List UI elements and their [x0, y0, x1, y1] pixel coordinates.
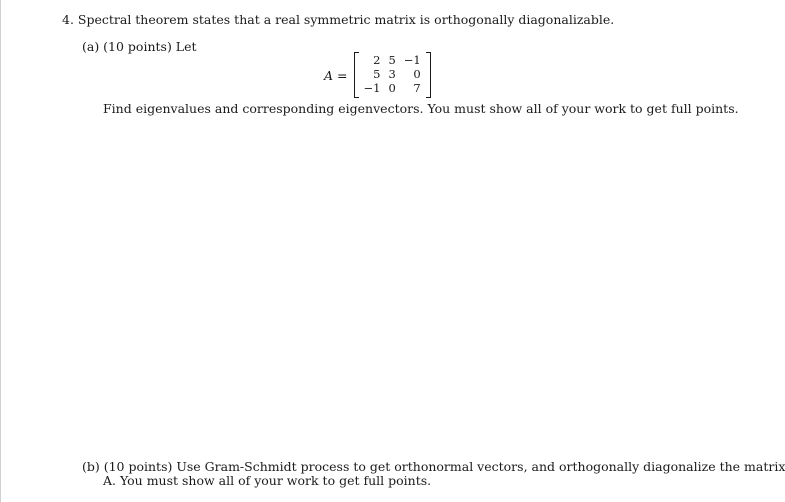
part-b-text-line2: A. You must show all of your work to get full points.: [103, 473, 432, 488]
matrix-entries: [360, 53, 425, 95]
matrix-cell: 2: [373, 53, 381, 67]
matrix-variable: A: [324, 67, 334, 83]
part-a-instruction: Find eigenvalues and corresponding eigenvectors. You must show all of your work to get full points.: [103, 101, 739, 116]
matrix-row-1: [360, 53, 425, 67]
matrix-row-2: [360, 67, 425, 81]
matrix-cell: 0: [388, 81, 396, 95]
matrix-cell: 5: [373, 67, 381, 81]
matrix-cell: 7: [413, 81, 421, 95]
matrix-cell: 5: [388, 53, 396, 67]
matrix-equation: [324, 52, 431, 98]
page-left-border: [0, 0, 1, 502]
equation-lhs: [324, 68, 348, 83]
part-a-label: (a) (10 points) Let: [82, 39, 197, 54]
matrix-cell: 3: [388, 67, 396, 81]
matrix-left-bracket: [354, 52, 359, 98]
matrix-right-bracket: [426, 52, 431, 98]
part-b-text-line1: (b) (10 points) Use Gram-Schmidt process to get orthonormal vectors, and orthogonally diagonalize the matrix: [82, 459, 785, 474]
matrix-cell: 0: [413, 67, 421, 81]
matrix-row-3: [360, 81, 425, 95]
matrix-cell: −1: [403, 53, 421, 67]
matrix-A: [354, 52, 431, 98]
matrix-cell: −1: [363, 81, 381, 95]
equals-sign: =: [337, 67, 348, 83]
problem-heading: 4. Spectral theorem states that a real symmetric matrix is orthogonally diagonalizable.: [62, 12, 615, 27]
